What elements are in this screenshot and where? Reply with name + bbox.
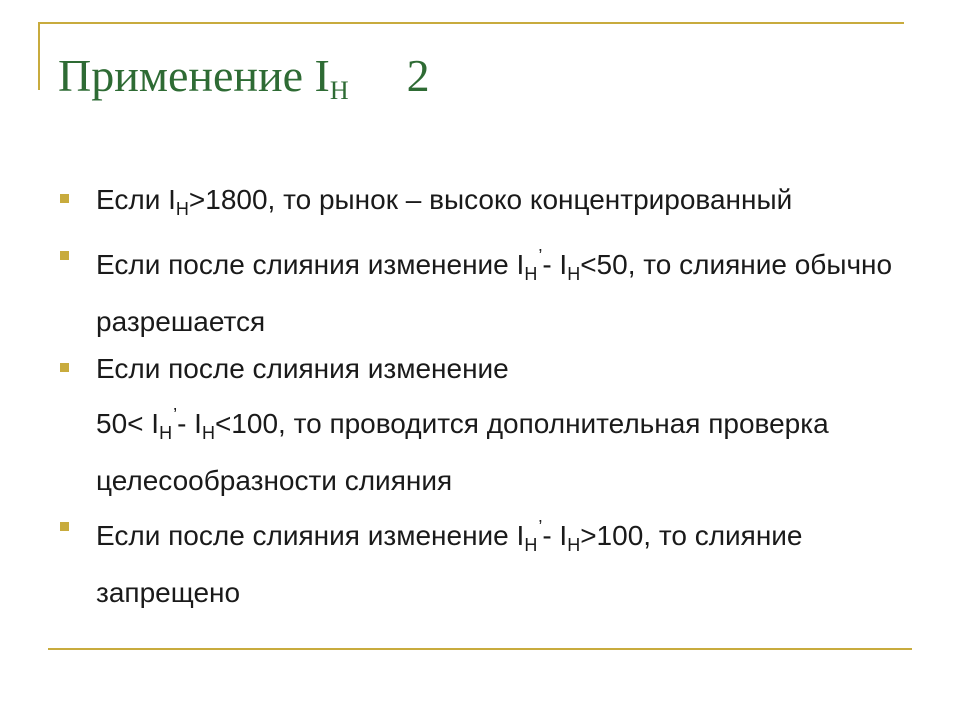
frame-bottom-line (48, 648, 912, 650)
bullet-text: 50< I (96, 408, 160, 439)
subscript-h: H (567, 535, 581, 555)
frame-left-line (38, 22, 40, 90)
bullet-continuation (96, 392, 908, 504)
frame-top-line (38, 22, 904, 24)
bullet-item-3 (58, 345, 908, 504)
subscript-h: H (524, 535, 538, 555)
bullet-text: Если I (96, 184, 176, 215)
bullet-text: Если после слияния изменение I (96, 520, 525, 551)
bullet-text: <50, то слияние обычно разрешается (96, 249, 893, 337)
bullet-item-1 (58, 176, 908, 233)
bullet-text: Если после слияния изменение (96, 353, 509, 384)
slide-title-text: Применение I (58, 50, 330, 101)
bullet-text: - I (542, 249, 568, 280)
bullet-text: <100, то проводится дополнительная проверка целесообразности слияния (96, 408, 829, 496)
slide-title (58, 50, 430, 117)
prime-mark: ’ (173, 405, 178, 425)
bullet-text: - I (542, 520, 568, 551)
prime-mark: ’ (538, 517, 543, 537)
bullet-marker (60, 522, 69, 531)
bullet-item-4 (58, 504, 908, 616)
subscript-h: H (201, 423, 215, 443)
bullet-text: Если после слияния изменение I (96, 249, 525, 280)
subscript-h: H (567, 264, 581, 284)
bullet-marker (60, 251, 69, 260)
subscript-h: H (175, 199, 189, 219)
slide-title-number: 2 (406, 50, 430, 101)
bullet-text: - I (177, 408, 202, 439)
bullet-marker (60, 363, 69, 372)
bullet-text: >100, то слияние запрещено (96, 520, 803, 608)
bullet-text: >1800, то рынок – высоко концентрированный (188, 184, 793, 215)
bullet-marker (60, 194, 69, 203)
subscript-h: H (524, 264, 538, 284)
slide-title-subscript: H (329, 76, 349, 105)
subscript-h: H (159, 423, 173, 443)
bullet-list (58, 176, 908, 616)
prime-mark: ’ (538, 246, 543, 266)
bullet-item-2 (58, 233, 908, 345)
